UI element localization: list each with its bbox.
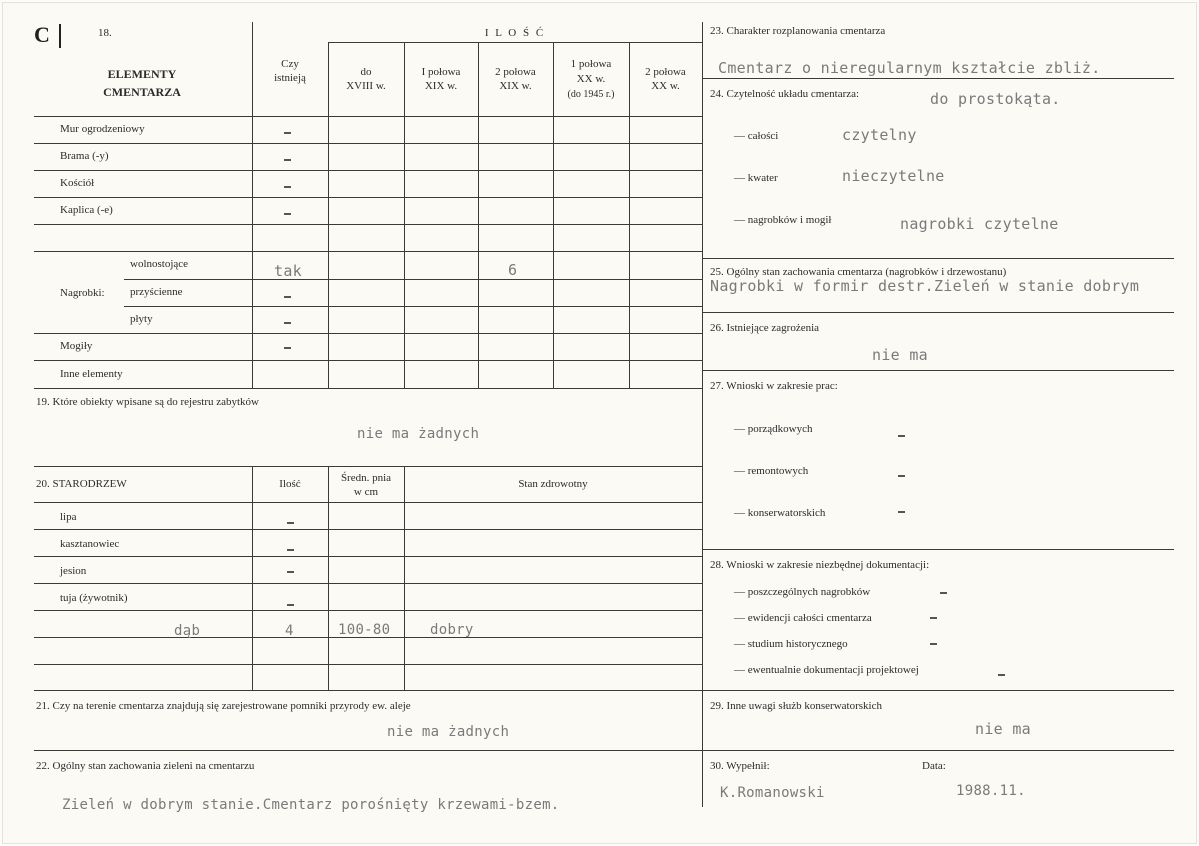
dash-mark	[284, 213, 291, 215]
section-21-value: nie ma żadnych	[387, 724, 510, 740]
row-kosciol: Kościół	[60, 177, 95, 189]
elements-title-1: ELEMENTY	[107, 67, 177, 81]
grid-line	[34, 610, 702, 611]
date-label: Data:	[922, 760, 946, 772]
dash-mark	[998, 674, 1005, 676]
col-header-2a: I połowa	[421, 66, 461, 78]
kwater-value: nieczytelne	[842, 167, 945, 185]
row-mur: Mur ogrodzeniowy	[60, 123, 145, 135]
grid-line	[34, 116, 702, 117]
grid-line	[34, 224, 702, 225]
doc-studium-label: — studium historycznego	[734, 638, 848, 650]
col-header-1a: do	[360, 66, 372, 78]
grid-line	[34, 664, 702, 665]
date-value: 1988.11.	[956, 783, 1026, 799]
section-26-value: nie ma	[872, 346, 928, 364]
dash-mark	[930, 643, 937, 645]
doc-projektowej-label: — ewentualnie dokumentacji projektowej	[734, 664, 919, 676]
dash-mark	[898, 511, 905, 513]
tree-lipa: lipa	[60, 511, 77, 523]
starodrzew-title: 20. STARODRZEW	[36, 478, 127, 490]
starodrzew-ilosc: Ilość	[279, 478, 301, 490]
section-26-label: 26. Istniejące zagrożenia	[710, 322, 820, 334]
typed-six: 6	[508, 261, 518, 279]
dash-mark	[940, 592, 947, 594]
dash-mark	[284, 159, 291, 161]
grid-line	[34, 466, 702, 467]
section-19-label: 19. Które obiekty wpisane są do rejestru zabytków	[36, 396, 259, 408]
section-30-label: 30. Wypełnił:	[710, 760, 770, 772]
dash-mark	[284, 296, 291, 298]
col-header-2b: XIX w.	[424, 80, 458, 92]
konserwatorskich-label: — konserwatorskich	[734, 507, 826, 519]
starodrzew-sredn-1: Średn. pnia	[340, 472, 392, 484]
dash-mark	[284, 186, 291, 188]
section-22-value: Zieleń w dobrym stanie.Cmentarz porośnięty krzewami-bzem.	[62, 797, 560, 813]
grid-line	[34, 333, 702, 334]
section-27-label: 27. Wnioski w zakresie prac:	[710, 380, 838, 392]
grid-line	[124, 279, 702, 280]
kwater-label: — kwater	[734, 172, 778, 184]
col-header-5a: 2 połowa	[645, 66, 686, 78]
section-29-label: 29. Inne uwagi służb konserwatorskich	[710, 700, 882, 712]
col-header-4c: (do 1945 r.)	[567, 89, 615, 100]
starodrzew-sredn-2: w cm	[353, 486, 379, 498]
row-brama: Brama (-y)	[60, 150, 109, 162]
elements-title-2: CMENTARZA	[103, 85, 181, 99]
grid-line	[629, 42, 630, 388]
grid-line	[328, 466, 329, 690]
nagrobkow-value: nagrobki czytelne	[900, 215, 1059, 233]
grid-line	[702, 258, 1174, 259]
section-24-label: 24. Czytelność układu cmentarza:	[710, 88, 860, 100]
row-inne: Inne elementy	[60, 368, 123, 380]
dash-mark	[287, 571, 294, 573]
dash-mark	[287, 549, 294, 551]
grid-line	[34, 388, 702, 389]
row-plyty: płyty	[130, 313, 153, 325]
dash-mark	[284, 132, 291, 134]
grid-line	[34, 556, 702, 557]
grid-line	[34, 529, 702, 530]
card-letter: C	[34, 22, 50, 47]
row-kaplica: Kaplica (-e)	[60, 204, 113, 216]
dash-mark	[287, 522, 294, 524]
section-28-label: 28. Wnioski w zakresie niezbędnej dokumentacji:	[710, 559, 930, 571]
remontowych-label: — remontowych	[734, 465, 809, 477]
tree-jesion: jesion	[60, 565, 87, 577]
section-22-label: 22. Ogólny stan zachowania zieleni na cmentarzu	[36, 760, 255, 772]
section-23-label: 23. Charakter rozplanowania cmentarza	[710, 25, 886, 37]
card-letter-bar	[59, 24, 61, 48]
grid-line	[702, 312, 1174, 313]
grid-line	[328, 42, 702, 43]
dash-mark	[284, 347, 291, 349]
col-header-3a: 2 połowa	[495, 66, 536, 78]
grid-line	[34, 197, 702, 198]
row-mogily: Mogiły	[60, 340, 93, 352]
section-18-number: 18.	[98, 27, 112, 39]
dash-mark	[287, 604, 294, 606]
grid-line	[34, 170, 702, 171]
col-header-4a: 1 połowa	[570, 58, 612, 70]
typed-dab-sredn: 100-80	[338, 622, 391, 638]
grid-line	[702, 549, 1174, 550]
grid-line	[478, 42, 479, 388]
grid-line	[34, 360, 702, 361]
section-21-label: 21. Czy na terenie cmentarza znajdują się zarejestrowane pomniki przyrody ew. aleje	[36, 700, 411, 712]
section-23-value: Cmentarz o nieregularnym kształcie zbliż.	[718, 59, 1101, 77]
grid-line	[34, 143, 702, 144]
section-19-value: nie ma żadnych	[357, 426, 480, 442]
dash-mark	[284, 322, 291, 324]
grid-line	[702, 370, 1174, 371]
grid-line	[702, 690, 1174, 691]
dash-mark	[898, 435, 905, 437]
typed-dab-ilosc: 4	[285, 623, 294, 639]
tree-kasztanowiec: kasztanowiec	[60, 538, 120, 550]
grid-line	[328, 42, 329, 388]
grid-line	[124, 306, 702, 307]
ilosc-header: I L O Ś Ć	[484, 27, 546, 39]
doc-ewidencji-label: — ewidencji całości cmentarza	[734, 612, 872, 624]
czy-header-1: Czy	[281, 58, 299, 70]
section-29-value: nie ma	[975, 720, 1031, 738]
col-header-1b: XVIII w.	[346, 80, 386, 92]
grid-line	[404, 466, 405, 690]
typed-dab-stan: dobry	[430, 622, 474, 638]
czy-header-2: istnieją	[274, 72, 306, 84]
grid-line	[404, 42, 405, 388]
col-header-4b: XX w.	[576, 73, 606, 85]
calosci-value: czytelny	[842, 126, 917, 144]
grid-line	[702, 78, 1174, 79]
section-25-label: 25. Ogólny stan zachowania cmentarza (nagrobków i drzewostanu)	[710, 266, 1007, 278]
section-25-value: Nagrobki w formir destr.Zieleń w stanie dobrym	[710, 277, 1140, 295]
typed-dab: dąb	[174, 623, 201, 639]
calosci-label: — całości	[734, 130, 779, 142]
tree-tuja: tuja (żywotnik)	[60, 592, 128, 604]
row-wolnostojace: wolnostojące	[130, 258, 189, 270]
author-value: K.Romanowski	[720, 785, 825, 801]
starodrzew-stan: Stan zdrowotny	[518, 478, 588, 490]
grid-line	[34, 583, 702, 584]
grid-line	[34, 750, 702, 751]
grid-line	[34, 502, 702, 503]
nagrobkow-label: — nagrobków i mogił	[734, 214, 832, 226]
grid-line	[252, 466, 253, 690]
grid-line	[34, 690, 702, 691]
grid-line	[34, 251, 702, 252]
col-header-5b: XX w.	[651, 80, 680, 92]
doc-nagrobkow-label: — poszczególnych nagrobków	[734, 586, 871, 598]
typed-tak: tak	[274, 262, 302, 280]
porzadkowych-label: — porządkowych	[734, 423, 813, 435]
col-header-3b: XIX w.	[499, 80, 532, 92]
record-card	[2, 2, 1197, 844]
row-przyscienne: przyścienne	[130, 286, 183, 298]
dash-mark	[930, 617, 937, 619]
grid-line	[702, 750, 1174, 751]
row-nagrobki: Nagrobki:	[60, 287, 105, 299]
section-24-value: do prostokąta.	[930, 90, 1061, 108]
dash-mark	[898, 475, 905, 477]
